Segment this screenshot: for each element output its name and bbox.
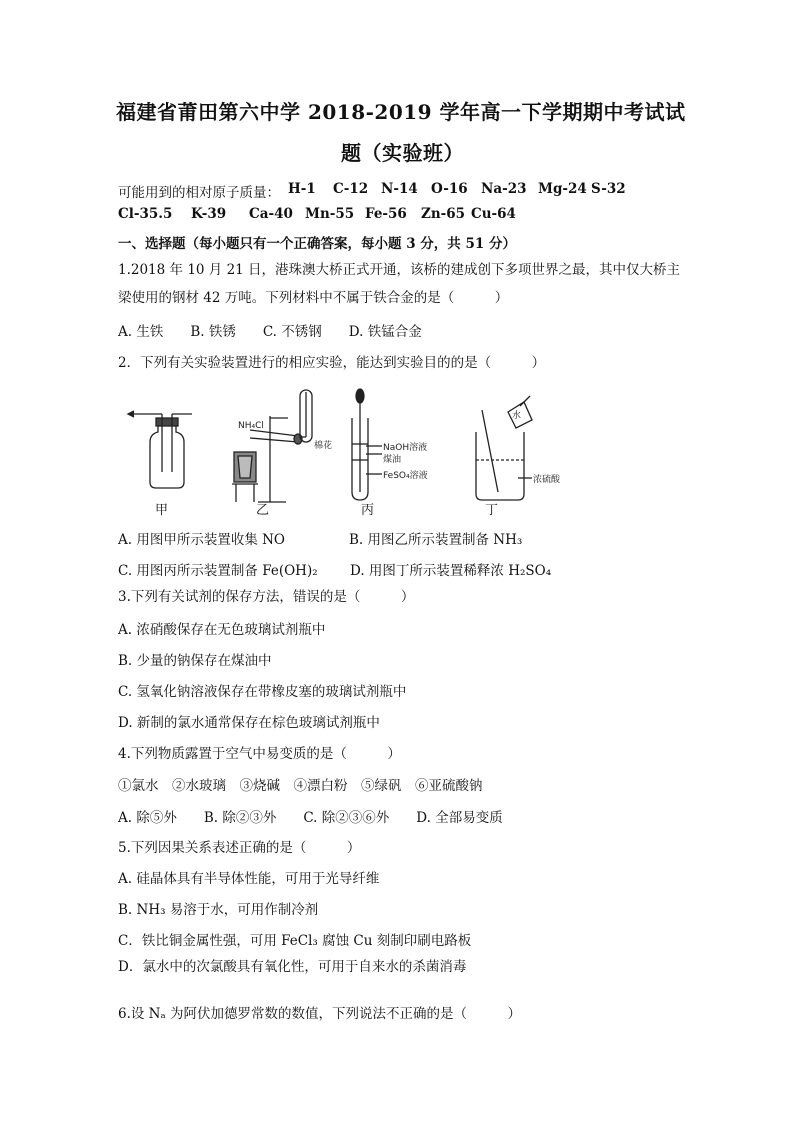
q4-items: ①氯水 ②水玻璃 ③烧碱 ④漂白粉 ⑤绿矾 ⑥亚硫酸钠 [118,778,483,794]
q3-option-b: B. 少量的钠保存在煤油中 [118,653,272,669]
atomic-mass-h: H-1 [288,181,316,197]
q1-stem-line1: 1.2018 年 10 月 21 日，港珠澳大桥正式开通，该桥的建成创下多项世界之最，其中仅大桥主 [118,262,681,278]
atomic-mass-o: O-16 [431,181,468,197]
figure-label-bing: 丙 [361,503,375,518]
label-cotton: 棉花 [314,441,333,451]
apparatus-ding [476,396,532,500]
q2-option-b: B. 用图乙所示装置制备 NH₃ [349,532,523,548]
atomic-mass-cu: Cu-64 [471,206,516,222]
page-title-line1: 福建省莆田第六中学 2018-2019 学年高一下学期期中考试试 [116,100,686,124]
apparatus-figure [120,382,580,522]
q3-option-d: D. 新制的氯水通常保存在棕色玻璃试剂瓶中 [118,715,380,731]
q3-stem: 3.下列有关试剂的保存方法，错误的是（ ） [118,589,415,605]
figure-label-yi: 乙 [256,503,270,518]
section-heading: 一、选择题（每小题只有一个正确答案，每小题 3 分，共 51 分） [118,236,516,252]
q3-option-a: A. 浓硝酸保存在无色玻璃试剂瓶中 [118,622,326,638]
apparatus-bing [352,389,382,500]
q1-stem-line2: 梁使用的钢材 42 万吨。下列材料中不属于铁合金的是（ ） [118,290,509,306]
q6-stem: 6.设 Nₐ 为阿伏加德罗常数的数值，下列说法不正确的是（ ） [118,1006,521,1022]
q1-options: A. 生铁 B. 铁锈 C. 不锈钢 D. 铁锰合金 [118,324,422,340]
label-feso4: FeSO₄溶液 [383,471,428,481]
atomic-mass-mn: Mn-55 [305,206,355,222]
q2-stem: 2．下列有关实验装置进行的相应实验，能达到实验目的的是（ ） [118,355,546,371]
label-conc-acid: 浓硫酸 [533,475,561,485]
atomic-mass-cl: Cl-35.5 [118,206,173,222]
label-water: 水 [512,411,522,421]
apparatus-jia [128,411,192,488]
label-naoh: NaOH溶液 [383,443,428,453]
q5-stem: 5.下列因果关系表述正确的是（ ） [118,840,361,856]
q5-option-a: A. 硅晶体具有半导体性能，可用于光导纤维 [118,871,380,887]
q4-options: A. 除⑤外 B. 除②③外 C. 除②③⑥外 D. 全部易变质 [118,810,503,826]
figure-label-ding: 丁 [485,503,499,518]
atomic-mass-n: N-14 [381,181,418,197]
atomic-mass-mg: Mg-24 [538,181,587,197]
apparatus-yi [232,390,312,502]
figure-label-jia: 甲 [155,503,169,518]
atomic-mass-na: Na-23 [481,181,527,197]
q2-option-d: D. 用图丁所示装置稀释浓 H₂SO₄ [350,563,552,579]
q5-option-c: C．铁比铜金属性强，可用 FeCl₃ 腐蚀 Cu 刻制印刷电路板 [118,933,472,949]
atomic-mass-zn: Zn-65 [421,206,466,222]
atomic-mass-s: S-32 [591,181,626,197]
q2-option-c: C. 用图丙所示装置制备 Fe(OH)₂ [118,563,318,579]
atomic-mass-ca: Ca-40 [249,206,293,222]
q5-option-b: B. NH₃ 易溶于水，可用作制冷剂 [118,902,319,918]
atomic-mass-fe: Fe-56 [365,206,407,222]
label-nh4cl: NH₄Cl [238,421,264,431]
atomic-mass-c: C-12 [333,181,369,197]
label-kerosene: 煤油 [383,455,402,465]
q2-option-a: A. 用图甲所示装置收集 NO [118,532,286,548]
q4-stem: 4.下列物质露置于空气中易变质的是（ ） [118,746,401,762]
q3-option-c: C. 氢氧化钠溶液保存在带橡皮塞的玻璃试剂瓶中 [118,684,407,700]
q5-option-d: D．氯水中的次氯酸具有氧化性，可用于自来水的杀菌消毒 [118,959,467,975]
atomic-mass-k: K-39 [191,206,227,222]
page-title-line2: 题（实验班） [341,141,464,165]
atomic-mass-intro: 可能用到的相对原子质量： [118,185,280,201]
